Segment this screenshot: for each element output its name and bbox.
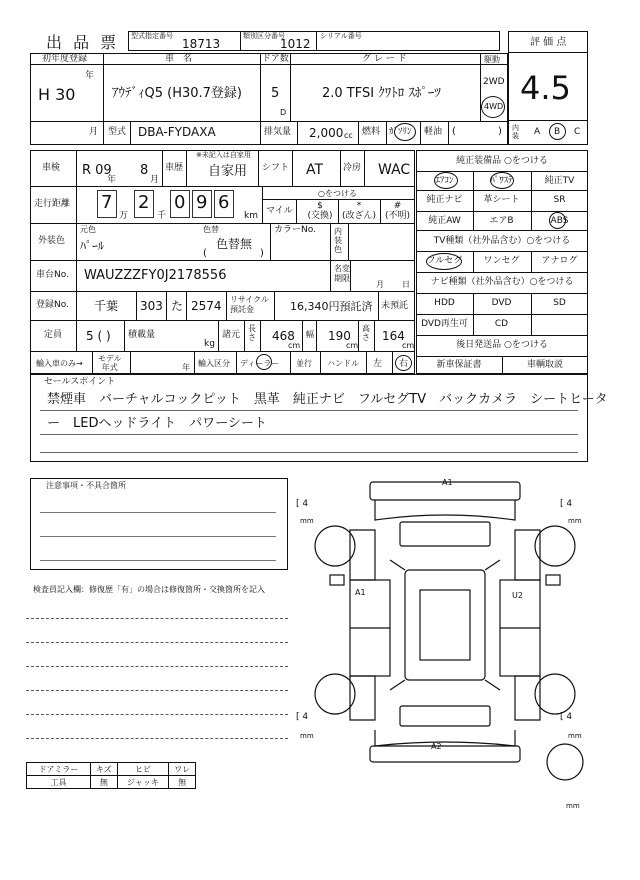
orig-color-label: 元色 [80, 225, 96, 234]
equip-row3-2: ABS [550, 216, 569, 226]
class-no-label: 類別区分番号 [243, 32, 285, 40]
score-value: 4.5 [520, 69, 571, 107]
color-label: 外装色 [38, 236, 66, 246]
serial-label: シリアル番号 [320, 32, 362, 40]
type-no: 18713 [182, 37, 221, 51]
tools-value: 無 [91, 776, 117, 789]
usage-note: ※未記入は自家用 [196, 151, 251, 159]
mm-spare: mm [566, 802, 580, 810]
reg-class: 303 [140, 299, 163, 313]
title-month: 月 [376, 280, 384, 289]
tread-rl: [ 4 [296, 712, 309, 722]
shaken-label: 車検 [42, 163, 61, 173]
later-item-1: 車輌取説 [526, 360, 563, 370]
reg-area: 千葉 [94, 299, 119, 313]
name-label: 車 名 [165, 54, 193, 64]
exchange-option: $ (交換) [307, 201, 333, 221]
shaken-month-unit: 月 [150, 175, 160, 185]
length-value: 468 [272, 329, 295, 343]
capacity-label: 定員 [44, 330, 63, 340]
interior-label: 内装 [512, 124, 519, 140]
drive-2wd: 2WD [483, 77, 505, 87]
later-header: 後日発送品 ○をつける [456, 340, 548, 350]
reg-number: 2574 [191, 299, 222, 313]
tread-fl: [ 4 [296, 499, 309, 509]
tv-header: TV種類（社外品含む）○をつける [433, 236, 571, 246]
first-reg-label: 初年度登録 [42, 54, 88, 64]
width-label: 幅 [306, 330, 314, 339]
model-label: 型式 [108, 127, 127, 137]
vin-label: 車台No. [36, 270, 69, 280]
vin-value: WAUZZZFY0J2178556 [84, 268, 227, 283]
equip-row2-0: 純正ナビ [426, 195, 463, 205]
model-year-unit: 年 [182, 363, 190, 372]
tread-rr: [ 4 [560, 712, 573, 722]
type-no-label: 型式指定番号 [131, 32, 173, 40]
color-change-bracket: ( [203, 248, 207, 259]
shift-value: AT [306, 162, 324, 178]
reg-label: 登録No. [36, 300, 69, 310]
handle-right-circle [395, 355, 412, 371]
scratch-header: キズ [91, 763, 117, 776]
man-unit: 万 [119, 211, 129, 221]
year-unit: 年 [85, 71, 95, 81]
mark-front-bumper: A1 [442, 478, 453, 487]
fuel-other-bracket: ( [452, 126, 456, 137]
model-value: DBA-FYDAXA [138, 125, 216, 139]
tools-label: 工具 [27, 776, 91, 789]
navi-header: ナビ種類（社外品含む）○をつける [430, 277, 574, 287]
doors-value: 5 [271, 86, 280, 101]
break-header: ワレ [169, 763, 196, 776]
equip-abs-circle [549, 212, 566, 229]
mark-left-door: A1 [355, 588, 366, 597]
length-label: 長さ [248, 324, 256, 342]
color-change-bracket-close: ) [260, 248, 264, 259]
kg-unit: kg [204, 339, 215, 349]
grade-value: 2.0 TFSI ｸﾜﾄﾛ ｽﾎﾟｰﾂ [322, 86, 441, 101]
navi-navi2-0: DVD再生可 [421, 319, 468, 329]
navi-navi1-1: DVD [491, 298, 512, 308]
tv-fullseg-circle [426, 253, 462, 270]
class-no: 1012 [280, 37, 311, 51]
displacement-value: 2,000 [309, 126, 344, 140]
capacity-value: 5 ( ) [86, 329, 111, 343]
color-change-value: 色替無 [216, 237, 253, 251]
recycle-value: 16,340円預託済 [290, 300, 373, 313]
interior-a: A [534, 127, 541, 137]
equip-row1-0: ｴｱｺﾝ [435, 176, 454, 186]
jack-label: ジャッキ [117, 776, 169, 789]
equip-row1-2: 純正TV [544, 176, 575, 186]
navi-navi1-0: HDD [434, 298, 455, 308]
navi-navi1-2: SD [553, 298, 566, 308]
mm-fl: mm [300, 517, 314, 525]
later-item-0: 新車保証書 [436, 360, 482, 370]
color-change-label: 色替 [203, 225, 219, 234]
tread-fr: [ 4 [560, 499, 573, 509]
fuel-label: 燃料 [362, 127, 381, 137]
defect-notes-box [30, 478, 288, 570]
shift-label: シフト [262, 163, 290, 173]
recycle-label: リサイクル 預託金 [230, 295, 269, 314]
tv-option-0: フルセグ [426, 256, 463, 266]
missing-items-grid [26, 762, 196, 789]
door-label: ドア数 [262, 54, 289, 64]
car-name: ｱｳﾃﾞｨQ5 (H30.7登録) [112, 86, 243, 101]
shaken-year: R 09 [82, 163, 112, 178]
mirror-header: ドアミラー [27, 763, 91, 776]
fuel-diesel: 軽油 [424, 127, 443, 137]
usage-value: 自家用 [208, 164, 248, 179]
height-label: 高さ [362, 324, 370, 342]
orig-color-value: ﾊﾟｰﾙ [80, 239, 105, 253]
import-type-label: 輸入区分 [198, 359, 230, 368]
equip-row2-1: 革シート [483, 195, 520, 205]
sales-point-label: セールスポイント [44, 377, 116, 387]
mileage-label: 走行距離 [34, 199, 71, 209]
fuel-gasoline: ｶﾞｿﾘﾝ [389, 127, 412, 137]
form-title: 出 品 票 [46, 33, 120, 52]
reg-kana: た [171, 299, 184, 313]
interior-b-circle [549, 123, 566, 140]
parallel-option: 並行 [296, 359, 312, 368]
mileage-opts-label: ○をつける [318, 189, 357, 198]
mileage-digit: 2 [138, 192, 150, 213]
model-year-label: モデル 年式 [98, 354, 122, 372]
mileage-digit: 0 [174, 192, 186, 213]
usage-label: 車歴 [165, 163, 184, 173]
mm-fr: mm [568, 517, 582, 525]
cc-unit: cc [344, 131, 353, 140]
title-expiry-label: 名変 期限 [334, 264, 350, 283]
tv-option-2: アナログ [541, 256, 578, 266]
height-cm: cm [402, 341, 415, 350]
dealer-circle [256, 354, 272, 370]
dealer-option: ディーラー [240, 359, 280, 368]
equip-powersteer-circle [490, 172, 514, 189]
dim-label: 諸元 [222, 330, 241, 340]
fuel-gasoline-circle [394, 123, 416, 141]
crack-header: ヒビ [117, 763, 169, 776]
mileage-digit: 9 [196, 192, 208, 213]
sen-unit: 千 [157, 211, 167, 221]
mark-rear-bumper: A2 [431, 742, 442, 751]
mile-option: マイル [266, 206, 293, 216]
tv-option-1: ワンセグ [483, 256, 520, 266]
drive-4wd: 4WD [484, 102, 504, 111]
jack-value: 無 [169, 776, 196, 789]
displacement-label: 排気量 [264, 127, 292, 137]
ac-label: 冷房 [343, 163, 362, 173]
shaken-year-unit: 年 [107, 175, 117, 185]
interior-b: B [554, 127, 561, 137]
equip-row2-2: SR [553, 195, 566, 205]
door-type: D [280, 108, 287, 117]
drive-4wd-circle [481, 96, 505, 118]
handle-left: 左 [373, 359, 383, 369]
mm-rr: mm [568, 732, 582, 740]
color-no-label: カラーNo. [274, 225, 316, 235]
mark-right-door: U2 [512, 591, 523, 600]
length-cm: cm [288, 341, 301, 350]
width-cm: cm [346, 341, 359, 350]
mileage-digit: 6 [218, 192, 230, 213]
drive-label: 駆動 [484, 55, 500, 64]
navi-navi2-1: CD [494, 319, 509, 329]
equip-row1-1: ﾊﾟﾜｽﾃ [490, 176, 513, 186]
equip-row3-1: エアB [489, 216, 514, 226]
inspector-notes-label: 検査員記入欄：修復歴「有」の場合は修復箇所・交換箇所を記入 [33, 585, 265, 594]
equip-header: 純正装備品 ○をつける [456, 156, 548, 166]
load-label: 積載量 [128, 330, 156, 340]
sales-point-line1: 禁煙車 バーチャルコックピット 黒革 純正ナビ フルセグTV バックカメラ シートヒータ [47, 392, 608, 407]
unknown-option: # (不明) [384, 201, 411, 221]
height-value: 164 [382, 329, 405, 343]
shaken-month: 8 [140, 163, 149, 178]
import-label: 輸入車のみ→ [36, 359, 83, 368]
width-value: 190 [328, 329, 351, 343]
mileage-digit: 7 [101, 192, 113, 213]
km-unit: km [244, 211, 258, 221]
car-diagram [290, 470, 600, 800]
interior-c: C [574, 127, 581, 137]
mm-rl: mm [300, 732, 314, 740]
fuel-other-bracket-close: ) [498, 126, 502, 137]
equip-row3-0: 純正AW [428, 216, 461, 226]
handle-label: ハンドル [327, 359, 359, 368]
grade-label: グ レ ー ド [362, 54, 407, 64]
recycle-unpaid: 未預託 [381, 301, 409, 311]
equip-aircon-circle [434, 172, 458, 189]
altered-option: * (改ざん) [341, 201, 377, 221]
defect-notes-label: 注意事項・不具合箇所 [46, 481, 126, 490]
ac-value: WAC [378, 162, 411, 178]
handle-right: 右 [399, 359, 409, 369]
first-reg-era: H 30 [38, 85, 76, 104]
sales-point-line2: ー LEDヘッドライト パワーシート [47, 416, 267, 431]
month-unit: 月 [89, 127, 99, 137]
score-label: 評 価 点 [530, 37, 567, 48]
interior-color-label: 内装色 [334, 227, 342, 254]
title-day: 日 [402, 280, 410, 289]
